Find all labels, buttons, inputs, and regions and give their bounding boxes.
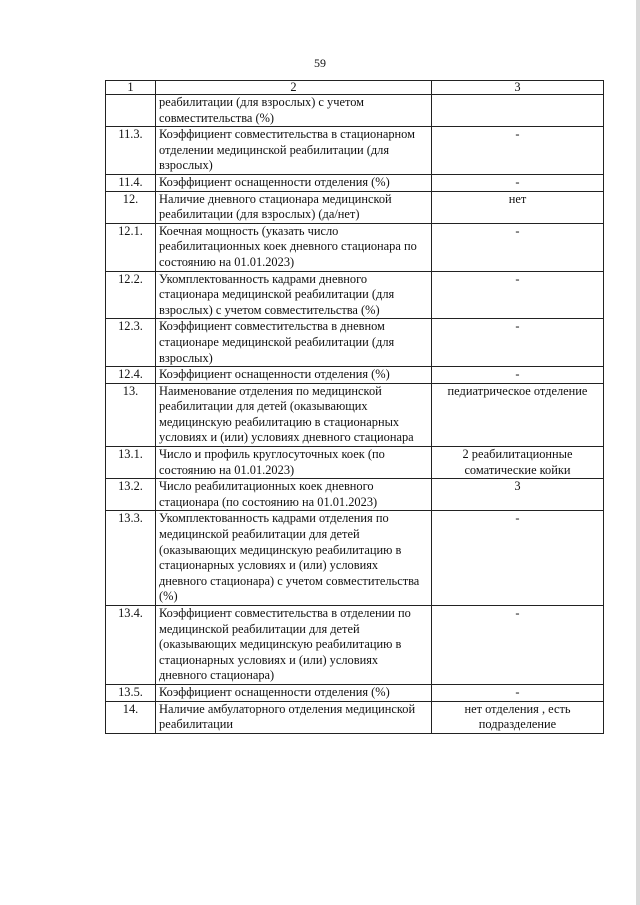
table-row — [106, 606, 604, 685]
row-description: Коэффициент оснащенности отделения (%) — [156, 367, 432, 384]
row-number: 13.3. — [106, 511, 156, 606]
row-value: 2 реабилитационные соматические койки — [432, 447, 604, 479]
page-number: 59 — [314, 56, 326, 70]
row-number: 12. — [106, 191, 156, 223]
row-number: 12.3. — [106, 319, 156, 367]
row-value: - — [432, 511, 604, 606]
row-value: нет — [432, 191, 604, 223]
table-row — [106, 447, 604, 479]
row-value: - — [432, 367, 604, 384]
row-value: - — [432, 271, 604, 319]
row-number: 14. — [106, 701, 156, 733]
table-row — [106, 511, 604, 606]
row-description: Коэффициент оснащенности отделения (%) — [156, 174, 432, 191]
row-number: 12.4. — [106, 367, 156, 384]
row-description: Коэффициент совместительства в стационарном отделении медицинской реабилитации (для взрослых) — [156, 127, 432, 175]
row-description: Число и профиль круглосуточных коек (по состоянию на 01.01.2023) — [156, 447, 432, 479]
row-number: 13.4. — [106, 606, 156, 685]
row-description: Наличие амбулаторного отделения медицинской реабилитации — [156, 701, 432, 733]
row-description: реабилитации (для взрослых) с учетом совместительства (%) — [156, 95, 432, 127]
table-row — [106, 191, 604, 223]
row-number: 11.4. — [106, 174, 156, 191]
row-number: 12.2. — [106, 271, 156, 319]
page-edge-shadow — [636, 0, 640, 905]
table-row — [106, 701, 604, 733]
row-value: - — [432, 319, 604, 367]
row-description: Коэффициент оснащенности отделения (%) — [156, 684, 432, 701]
row-number: 13.5. — [106, 684, 156, 701]
row-description: Укомплектованность кадрами дневного стационара медицинской реабилитации (для взрослых) с учетом совместительства (%) — [156, 271, 432, 319]
row-value: - — [432, 174, 604, 191]
table-row — [106, 383, 604, 446]
table-row — [106, 223, 604, 271]
row-value: нет отделения , есть подразделение — [432, 701, 604, 733]
row-number: 13.1. — [106, 447, 156, 479]
header-col-3: 3 — [432, 81, 604, 95]
header-col-2: 2 — [156, 81, 432, 95]
table-row — [106, 95, 604, 127]
table-row — [106, 479, 604, 511]
row-description: Наличие дневного стационара медицинской реабилитации (для взрослых) (да/нет) — [156, 191, 432, 223]
row-value — [432, 95, 604, 127]
table-row — [106, 367, 604, 384]
row-description: Число реабилитационных коек дневного стационара (по состоянию на 01.01.2023) — [156, 479, 432, 511]
table-row — [106, 319, 604, 367]
row-value: - — [432, 127, 604, 175]
row-description: Наименование отделения по медицинской реабилитации для детей (оказывающих медицинскую реабилитацию в стационарных условиях и (или) условиях дневного стационара — [156, 383, 432, 446]
row-description: Коэффициент совместительства в отделении по медицинской реабилитации для детей (оказывающих медицинскую реабилитацию в стационарных условиях и (или) условиях дневного стационара) — [156, 606, 432, 685]
row-number — [106, 95, 156, 127]
table-row — [106, 127, 604, 175]
table-row — [106, 174, 604, 191]
row-number: 11.3. — [106, 127, 156, 175]
row-value: - — [432, 223, 604, 271]
row-number: 12.1. — [106, 223, 156, 271]
table-row — [106, 271, 604, 319]
row-value: 3 — [432, 479, 604, 511]
table-header-row — [106, 81, 604, 95]
row-value: - — [432, 684, 604, 701]
data-table — [105, 80, 604, 734]
row-number: 13.2. — [106, 479, 156, 511]
row-description: Укомплектованность кадрами отделения по медицинской реабилитации для детей (оказывающих медицинскую реабилитацию в стационарных условиях и (или) условиях дневного стационара) с учетом совместительства (%) — [156, 511, 432, 606]
header-col-1: 1 — [106, 81, 156, 95]
row-value: педиатрическое отделение — [432, 383, 604, 446]
row-number: 13. — [106, 383, 156, 446]
row-value: - — [432, 606, 604, 685]
table-row — [106, 684, 604, 701]
row-description: Коечная мощность (указать число реабилитационных коек дневного стационара по состоянию на 01.01.2023) — [156, 223, 432, 271]
row-description: Коэффициент совместительства в дневном стационаре медицинской реабилитации (для взрослых) — [156, 319, 432, 367]
